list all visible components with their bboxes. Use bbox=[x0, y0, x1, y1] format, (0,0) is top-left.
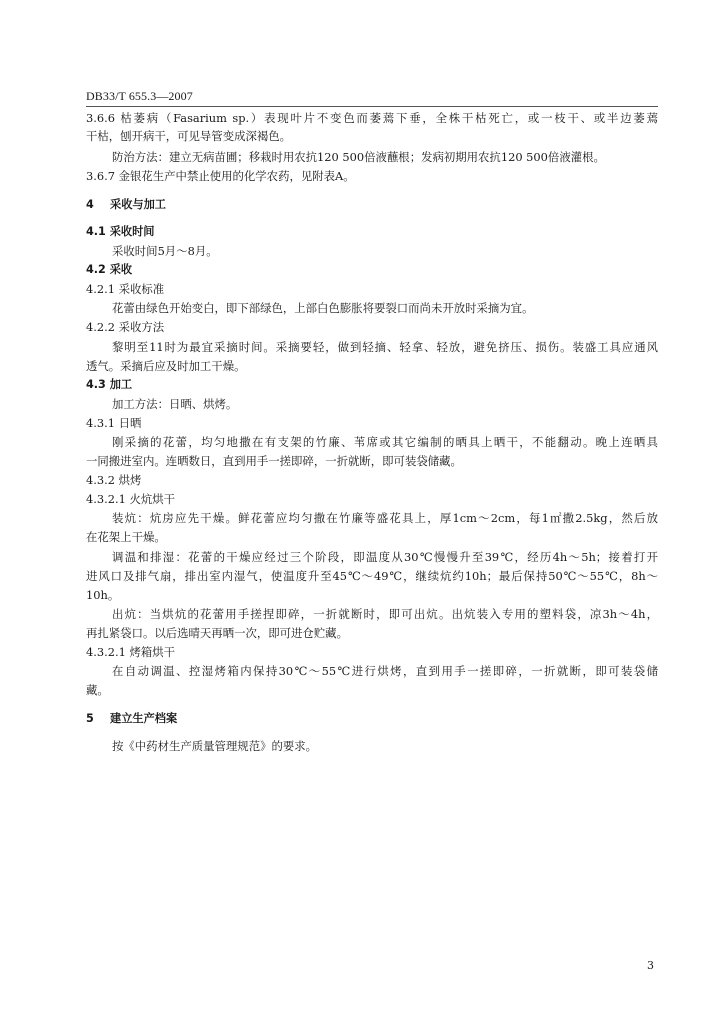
section-4-heading bbox=[86, 197, 658, 213]
section-4-title: 采收与加工 bbox=[110, 198, 166, 211]
section-4-3-1-heading: 4.3.1 日晒 bbox=[86, 416, 142, 430]
header-divider bbox=[86, 106, 658, 107]
clause-3-6-6-line-1: 3.6.6 枯萎病（Fasarium sp.）表现叶片不变色而萎蔫下垂，全株干枯死亡，或一枝干、或半边萎蔫 bbox=[86, 111, 658, 125]
clause-3-6-7: 3.6.7 金银花生产中禁止使用的化学农药，见附表A。 bbox=[86, 169, 355, 183]
section-oven-drying-heading: 4.3.2.1 烤箱烘干 bbox=[86, 645, 176, 659]
section-4-3-2-1-heading: 4.3.2.1 火炕烘干 bbox=[86, 492, 176, 506]
section-4-number: 4 bbox=[86, 198, 94, 211]
harvest-standard-text: 花蕾由绿色开始变白，即下部绿色，上部白色膨胀将要裂口而尚未开放时采摘为宜。 bbox=[112, 301, 534, 315]
section-4-3-2-heading: 4.3.2 烘烤 bbox=[86, 473, 142, 487]
temperature-control-line-3: 10h。 bbox=[86, 588, 120, 602]
temperature-control-line-1: 调温和排湿：花蕾的干燥应经过三个阶段，即温度从30℃慢慢升至39℃，经历4h～5h；接着打开 bbox=[112, 550, 658, 564]
clause-3-6-6-line-2: 干枯，刨开病干，可见导管变成深褐色。 bbox=[86, 129, 292, 143]
kang-loading-line-1: 装炕：炕房应先干燥。鲜花蕾应均匀撒在竹廉等盛花具上，厚1cm～2cm，每1㎡撒2.5kg，然后放 bbox=[112, 511, 658, 525]
section-5-title: 建立生产档案 bbox=[110, 712, 178, 725]
harvest-method-line-1: 黎明至11时为最宜采摘时间。采摘要轻，做到轻摘、轻拿、轻放，避免挤压、损伤。装盛工具应通风 bbox=[112, 340, 658, 354]
sun-drying-line-1: 刚采摘的花蕾，均匀地撒在有支架的竹廉、苇席或其它编制的晒具上晒干，不能翻动。晚上连晒具 bbox=[112, 435, 658, 449]
oven-drying-line-1: 在自动调温、控湿烤箱内保持30℃～55℃进行烘烤，直到用手一搓即碎，一折就断，即可装袋储 bbox=[112, 664, 658, 678]
section-4-2-1-heading: 4.2.1 采收标准 bbox=[86, 282, 165, 296]
section-5-number: 5 bbox=[86, 712, 94, 725]
harvest-time-text: 采收时间5月～8月。 bbox=[112, 244, 218, 258]
temperature-control-line-2: 进风口及排气扇，排出室内湿气，使温度升至45℃～49℃，继续炕约10h；最后保持50℃～55℃，8h～ bbox=[86, 569, 658, 583]
section-5-heading bbox=[86, 711, 658, 727]
kang-loading-line-2: 在花架上干燥。 bbox=[86, 530, 166, 544]
processing-method-text: 加工方法：日晒、烘烤。 bbox=[112, 397, 238, 411]
page-number: 3 bbox=[647, 959, 654, 972]
section-4-2-heading: 4.2 采收 bbox=[86, 263, 133, 276]
control-method-paragraph: 防治方法：建立无病苗圃；移栽时用农抗120 500倍液蘸根；发病初期用农抗120 500倍液灌根。 bbox=[112, 150, 605, 164]
unloading-line-1: 出炕：当烘炕的花蕾用手搓捏即碎，一折就断时，即可出炕。出炕装入专用的塑料袋，凉3h～4h， bbox=[112, 607, 658, 621]
unloading-line-2: 再扎紧袋口。以后选晴天再晒一次，即可进仓贮藏。 bbox=[86, 626, 348, 640]
standard-number-header: DB33/T 655.3—2007 bbox=[86, 89, 193, 103]
production-record-text: 按《中药材生产质量管理规范》的要求。 bbox=[112, 739, 318, 753]
section-4-1-heading: 4.1 采收时间 bbox=[86, 225, 155, 238]
section-4-3-heading: 4.3 加工 bbox=[86, 378, 133, 391]
oven-drying-line-2: 藏。 bbox=[86, 683, 109, 697]
harvest-method-line-2: 透气。采摘后应及时加工干燥。 bbox=[86, 359, 246, 373]
section-4-2-2-heading: 4.2.2 采收方法 bbox=[86, 320, 165, 334]
sun-drying-line-2: 一同搬进室内。连晒数日，直到用手一搓即碎，一折就断，即可装袋储藏。 bbox=[86, 454, 462, 468]
